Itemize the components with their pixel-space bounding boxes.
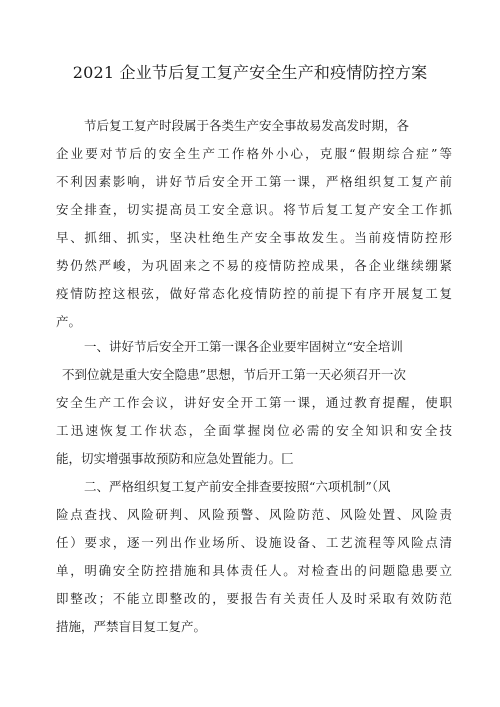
document-title: 2021 企业节后复工复产安全生产和疫情防控方案 (72, 63, 428, 82)
text-line: 节后复工复产时段属于各类生产安全事故易发高发时期，各 (84, 118, 410, 133)
text-line: 安全排查，切实提高员工安全意识。将节后复工复产安全工作抓 (56, 202, 452, 217)
text-line: 一、讲好节后安全开工第一课各企业要牢固树立“安全培训 (84, 339, 403, 354)
paragraph-intro (56, 112, 452, 336)
paragraph-section-one (56, 333, 452, 473)
paragraph-section-two (56, 473, 452, 641)
text-line: 工迅速恢复工作状态，全面掌握岗位必需的安全知识和安全技 (56, 423, 452, 438)
text-line: 产。 (56, 314, 82, 329)
text-line: 安全生产工作会议，讲好安全开工第一课，通过教育提醒，使职 (56, 395, 452, 410)
text-line: 疫情防控这根弦，做好常态化疫情防控的前提下有序开展复工复 (56, 286, 452, 301)
text-line: 企业要对节后的安全生产工作格外小心，克服“假期综合症”等 (56, 146, 452, 161)
text-line: 早、抓细、抓实，坚决杜绝生产安全事故发生。当前疫情防控形 (56, 230, 452, 245)
text-line: 任）要求，逐一列出作业场所、设施设备、工艺流程等风险点清 (56, 535, 452, 550)
text-line: 不到位就是重大安全隐患”思想，节后开工第一天必须召开一次 (62, 367, 406, 382)
text-line: 即整改；不能立即整改的，要报告有关责任人及时采取有效防范 (56, 591, 452, 606)
text-line: 不利因素影响，讲好节后安全开工第一课，严格组织复工复产前 (56, 174, 452, 189)
text-line: 能，切实增强事故预防和应急处置能力。匚 (56, 451, 294, 466)
text-line: 险点查找、风险研判、风险预警、风险防范、风险处置、风险责 (56, 507, 452, 522)
text-line: 势仍然严峻，为巩固来之不易的疫情防控成果，各企业继续绷紧 (56, 258, 452, 273)
text-line: 二、严格组织复工复产前安全排查要按照“六项机制”（风 (84, 479, 391, 494)
text-line: 措施，严禁盲目复工复产。 (56, 619, 207, 634)
text-line: 单，明确安全防控措施和具体责任人。对检查出的问题隐患要立 (56, 563, 452, 578)
